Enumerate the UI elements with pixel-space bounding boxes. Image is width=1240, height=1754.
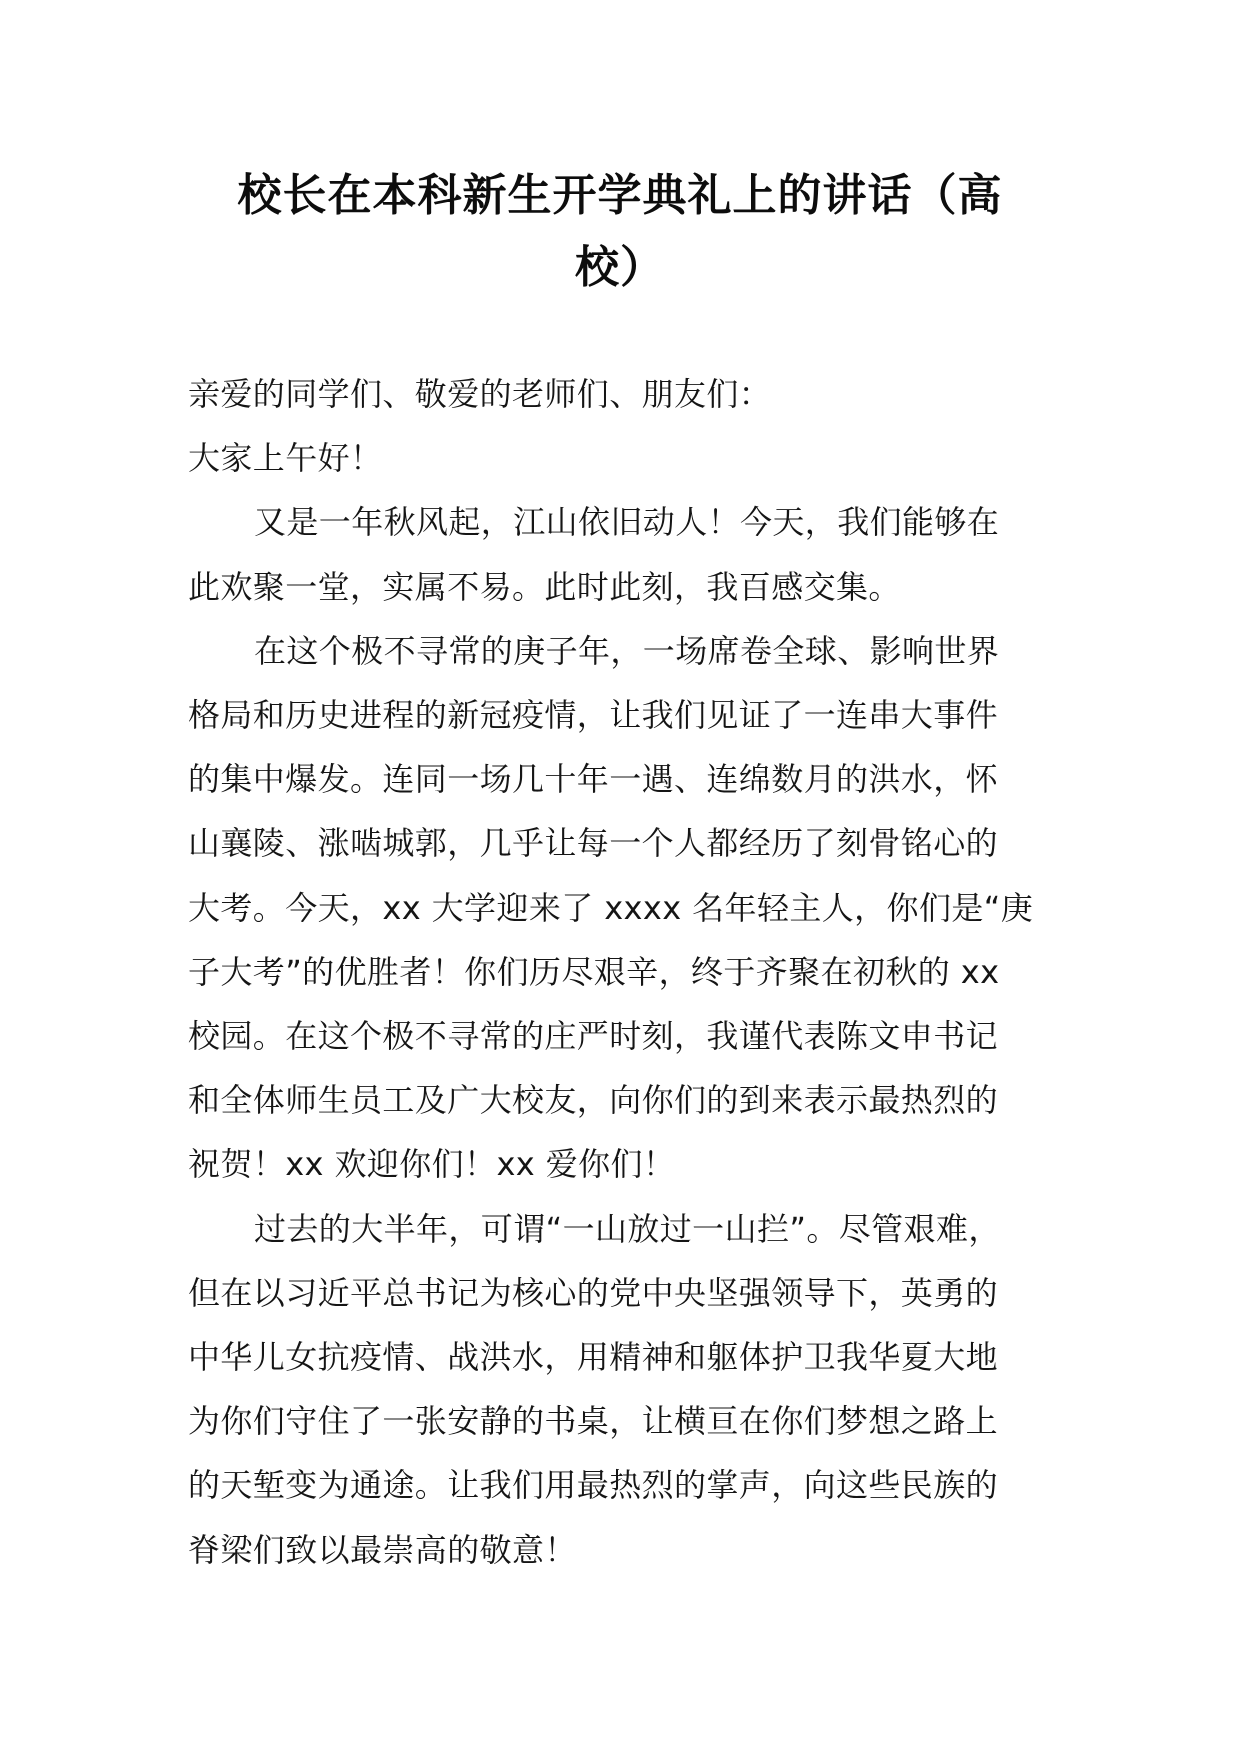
paragraph-3-line: 中华儿女抗疫情、战洪水，用精神和躯体护卫我华夏大地 bbox=[188, 1338, 999, 1377]
salutation: 亲爱的同学们、敬爱的老师们、朋友们： bbox=[188, 375, 772, 413]
paragraph-2-line: 格局和历史进程的新冠疫情，让我们见证了一连串大事件 bbox=[188, 696, 999, 735]
paragraph-2-line: 校园。在这个极不寻常的庄严时刻，我谨代表陈文申书记 bbox=[188, 1017, 999, 1056]
paragraph-2-line: 山襄陵、涨啮城郭，几乎让每一个人都经历了刻骨铭心的 bbox=[188, 824, 999, 863]
paragraph-1-line: 此欢聚一堂，实属不易。此时此刻，我百感交集。 bbox=[188, 567, 901, 606]
paragraph-3-line: 脊梁们致以最崇高的敬意！ bbox=[188, 1530, 577, 1569]
paragraph-3-line: 的天堑变为通途。让我们用最热烈的掌声，向这些民族的 bbox=[188, 1466, 999, 1505]
paragraph-1-line: 又是一年秋风起，江山依旧动人！今天，我们能够在 bbox=[254, 503, 1000, 542]
paragraph-2-line: 大考。今天，xx 大学迎来了 xxxx 名年轻主人，你们是“庚 bbox=[188, 888, 1034, 927]
paragraph-3 bbox=[188, 1197, 1058, 1582]
greeting: 大家上午好！ bbox=[188, 439, 383, 478]
paragraph-1 bbox=[188, 490, 1058, 618]
paragraph-2-line: 在这个极不寻常的庚子年，一场席卷全球、影响世界 bbox=[254, 631, 1000, 670]
paragraph-2-line: 和全体师生员工及广大校友，向你们的到来表示最热烈的 bbox=[188, 1081, 999, 1120]
paragraph-3-line: 为你们守住了一张安静的书桌，让横亘在你们梦想之路上 bbox=[188, 1402, 999, 1441]
paragraph-2 bbox=[188, 619, 1058, 1197]
title-line-2: 校） bbox=[575, 242, 665, 293]
paragraph-2-line: 子大考”的优胜者！你们历尽艰辛，终于齐聚在初秋的 xx bbox=[188, 952, 1000, 991]
document-title bbox=[200, 160, 1040, 304]
paragraph-3-line: 过去的大半年，可谓“一山放过一山拦”。尽管艰难， bbox=[254, 1209, 1001, 1248]
document-body bbox=[188, 362, 1058, 1582]
paragraph-3-line: 但在以习近平总书记为核心的党中央坚强领导下，英勇的 bbox=[188, 1273, 999, 1312]
title-line-1: 校长在本科新生开学典礼上的讲话（高 bbox=[237, 170, 1003, 221]
paragraph-2-line: 祝贺！xx 欢迎你们！xx 爱你们！ bbox=[188, 1145, 676, 1184]
paragraph-2-line: 的集中爆发。连同一场几十年一遇、连绵数月的洪水，怀 bbox=[188, 760, 999, 799]
